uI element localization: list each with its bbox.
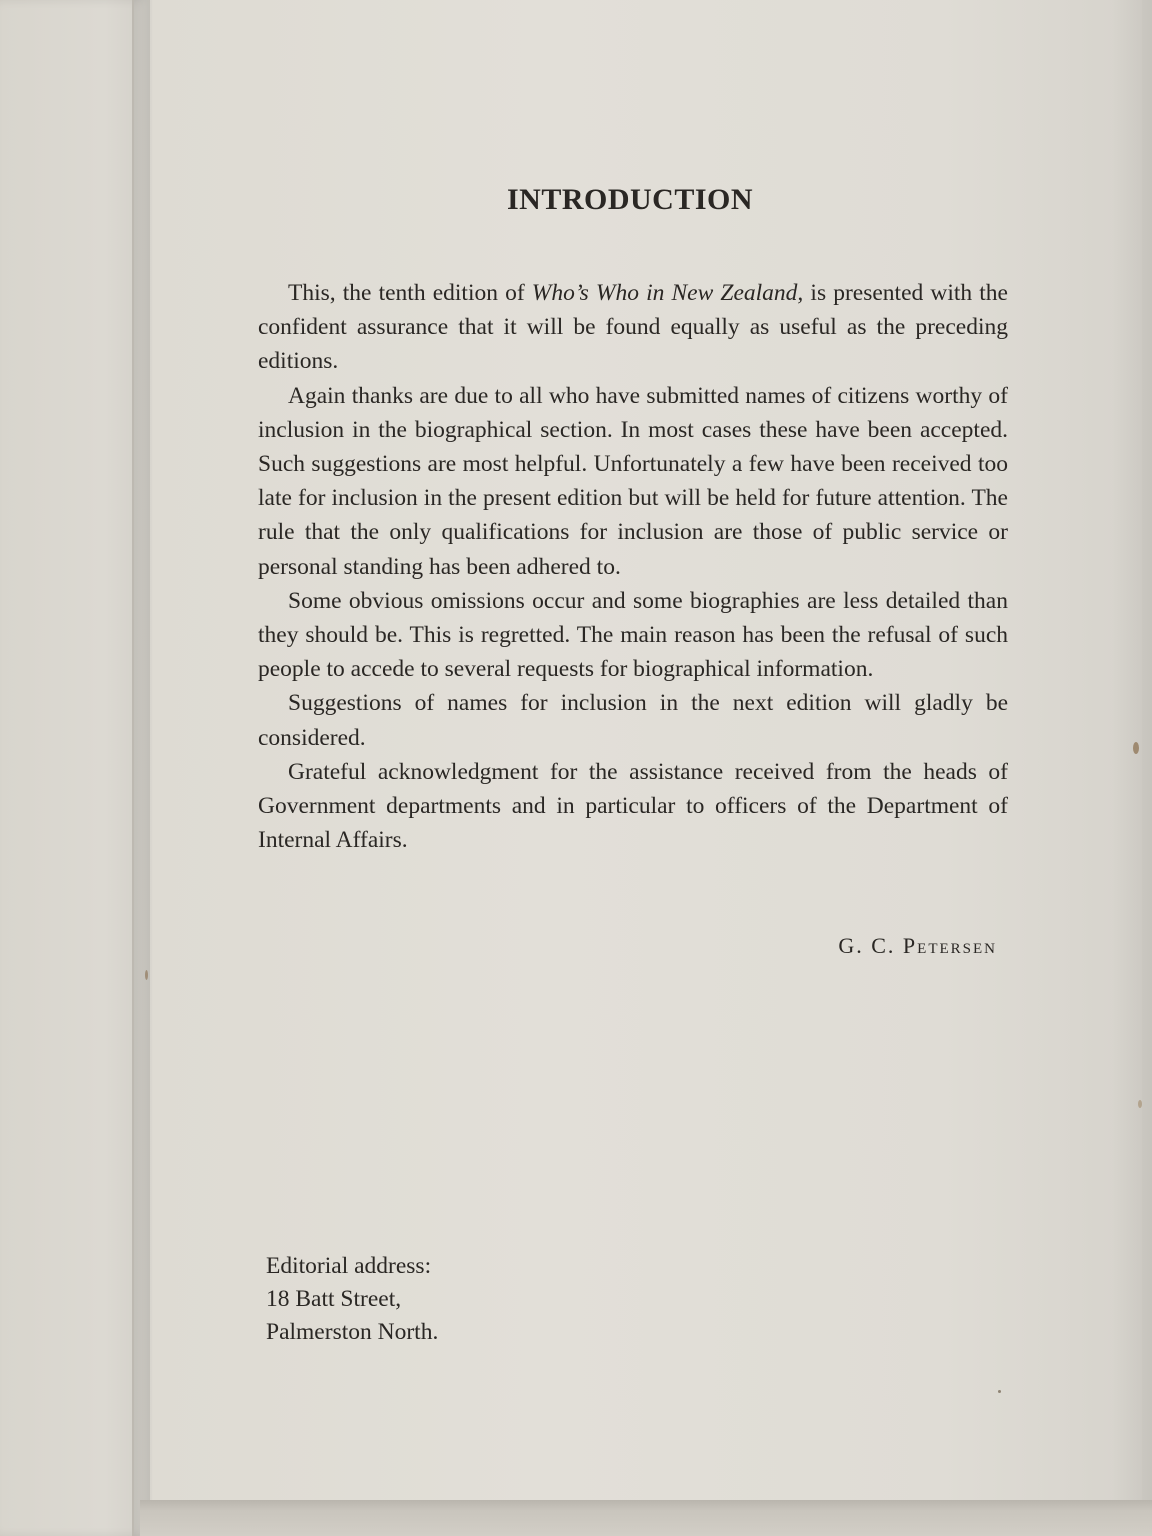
paper-stain	[1133, 742, 1139, 754]
left-page-edge	[0, 0, 150, 1536]
page-gutter-shadow	[132, 0, 154, 1536]
paragraph-2: Again thanks are due to all who have submitted names of citizens worthy of inclusion in the biographical section. In most cases these have been accepted. Such suggestions are most helpful. Unfortunately a few have been received too late for inclusion in the present edition but will be held for future attention. The rule that the only qualifications for inclusion are those of public service or personal standing has been adhered to.	[258, 382, 1008, 580]
paper-stain	[1138, 1100, 1142, 1108]
page-edge	[132, 0, 134, 1536]
paragraph-4: Suggestions of names for inclusion in the next edition will gladly be considered.	[258, 690, 1008, 751]
paragraph-1-start: This, the tenth edition of	[288, 280, 532, 306]
page-title: INTRODUCTION	[506, 183, 754, 216]
paragraph-5: Grateful acknowledgment for the assistance received from the heads of Government departments and in particular to officers of the Department of Internal Affairs.	[258, 758, 1008, 854]
paper-speck	[998, 1390, 1001, 1393]
page-bottom-edge	[140, 1500, 1152, 1536]
paragraph-3: Some obvious omissions occur and some biographies are less detailed than they should be. This is regretted. The main reason has been the refusal of such people to accede to several requests for biographical information.	[258, 587, 1008, 683]
editorial-address	[266, 1250, 666, 1349]
address-label: Editorial address:	[266, 1253, 432, 1279]
address-city: Palmerston North.	[266, 1319, 439, 1345]
signature: G. C. Petersen	[838, 933, 997, 958]
paragraph-1	[258, 276, 1008, 379]
introduction-body	[258, 276, 1008, 857]
right-edge-shadow	[1112, 0, 1152, 1536]
paper-stain	[145, 970, 148, 980]
book-title: Who’s Who in New Zealand,	[531, 280, 804, 306]
paragraph-1-end: is presented with the confident assurance that it will be found equally as useful as the preceding editions.	[258, 280, 1008, 375]
address-street: 18 Batt Street,	[266, 1286, 402, 1312]
